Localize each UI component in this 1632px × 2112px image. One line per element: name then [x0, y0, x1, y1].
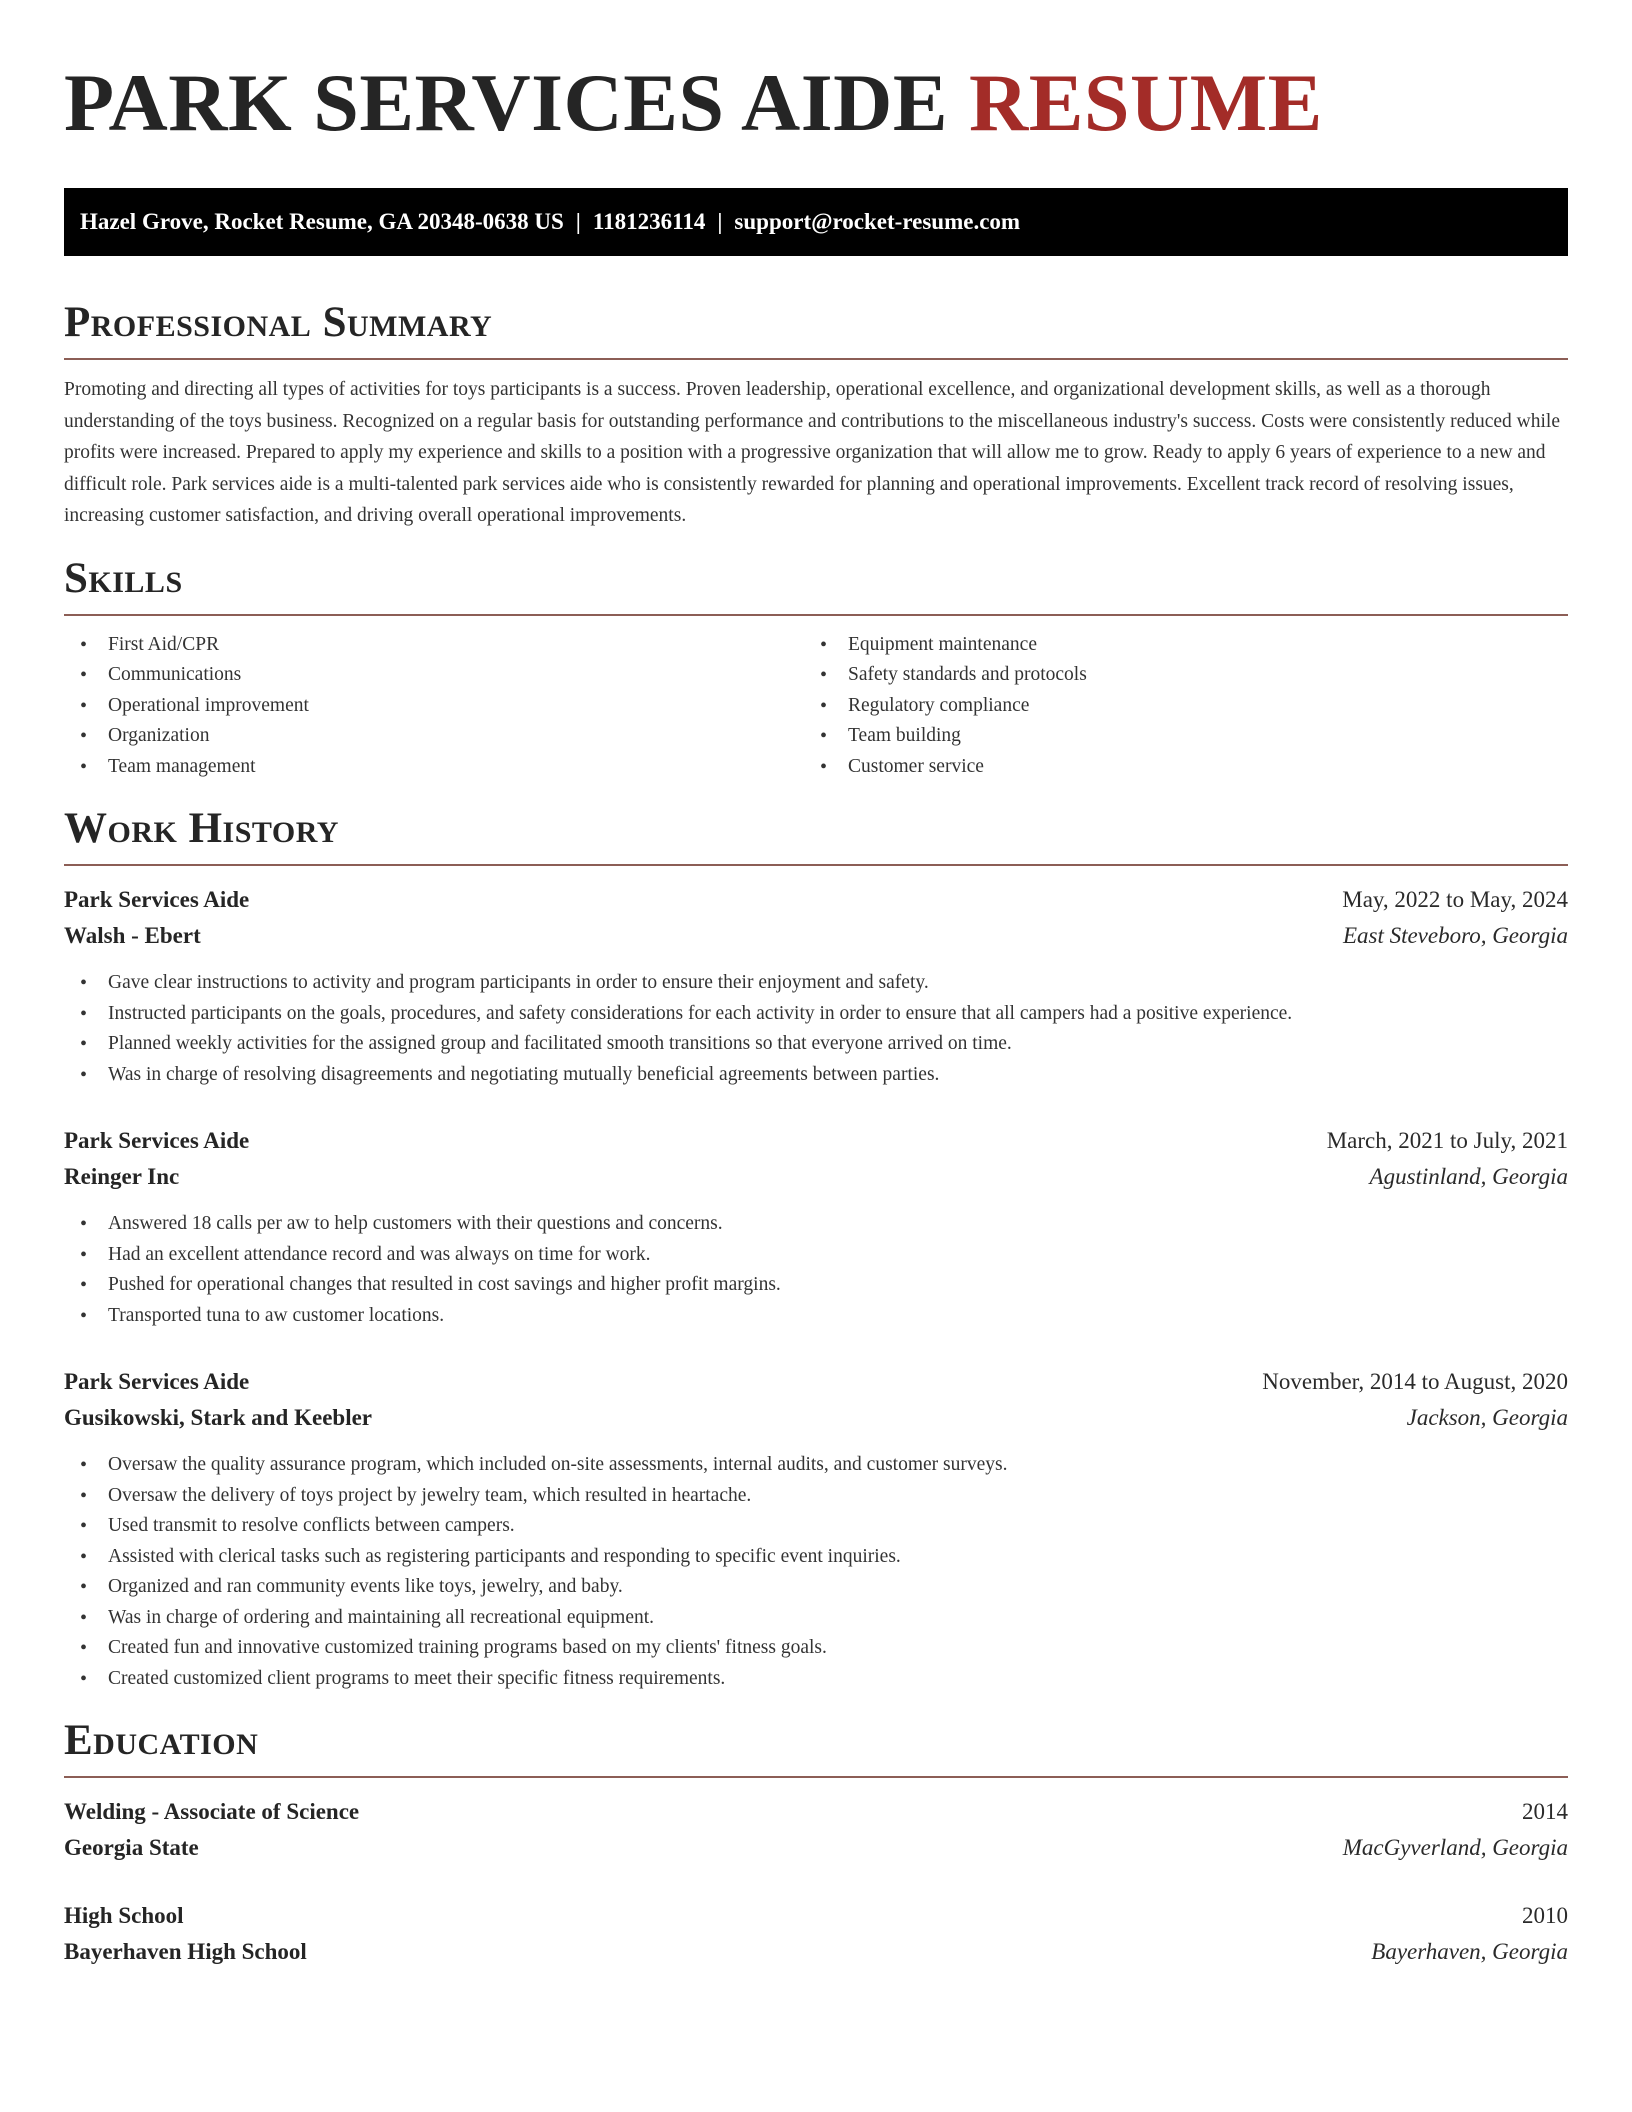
education-header-row — [64, 1794, 1568, 1830]
resume-title — [64, 0, 1568, 148]
contact-bar — [64, 188, 1568, 256]
job-entry — [64, 1364, 1568, 1694]
job-company: Gusikowski, Stark and Keebler — [64, 1405, 372, 1430]
education-year: 2010 — [1522, 1903, 1568, 1928]
title-main: PARK SERVICES AIDE — [64, 57, 949, 148]
contact-separator: | — [717, 209, 723, 234]
contact-phone[interactable]: 1181236114 — [592, 209, 706, 234]
education-year: 2014 — [1522, 1799, 1568, 1824]
education-section — [64, 1716, 1568, 1970]
section-heading: Professional Summary — [64, 299, 493, 346]
section-divider — [64, 614, 1568, 616]
education-school-row — [64, 1830, 1568, 1866]
job-bullet: • Was in charge of ordering and maintaining all recreational equipment. — [64, 1603, 1568, 1634]
skill-item: • Team management — [64, 752, 804, 783]
job-dates: November, 2014 to August, 2020 — [1262, 1369, 1568, 1394]
job-header-row — [64, 1364, 1568, 1400]
job-location: Jackson, Georgia — [1406, 1405, 1568, 1430]
section-divider — [64, 358, 1568, 360]
skills-section — [64, 554, 1568, 783]
job-bullet: • Instructed participants on the goals, procedures, and safety considerations for each activity in order to ensure that all campers had a positive experience. — [64, 999, 1568, 1030]
job-bullet: • Oversaw the delivery of toys project by jewelry team, which resulted in heartache. — [64, 1481, 1568, 1512]
skill-item: • Communications — [64, 660, 804, 691]
job-company-row — [64, 1159, 1568, 1195]
job-bullet: • Was in charge of resolving disagreements and negotiating mutually beneficial agreements between parties. — [64, 1060, 1568, 1091]
education-header-row — [64, 1898, 1568, 1934]
job-bullet: • Created customized client programs to meet their specific fitness requirements. — [64, 1664, 1568, 1695]
job-title: Park Services Aide — [64, 1128, 250, 1153]
job-entry — [64, 1123, 1568, 1331]
section-heading: Work History — [64, 805, 339, 852]
job-bullet: • Answered 18 calls per aw to help customers with their questions and concerns. — [64, 1209, 1568, 1240]
contact-separator: | — [575, 209, 581, 234]
skills-column-left — [64, 630, 804, 783]
education-degree: High School — [64, 1903, 184, 1928]
education-location: Bayerhaven, Georgia — [1371, 1939, 1568, 1964]
skill-item: • Team building — [804, 721, 1544, 752]
skill-item: • Safety standards and protocols — [804, 660, 1544, 691]
job-header-row — [64, 882, 1568, 918]
job-location: East Steveboro, Georgia — [1342, 923, 1568, 948]
skill-item: • First Aid/CPR — [64, 630, 804, 661]
education-school: Bayerhaven High School — [64, 1939, 307, 1964]
job-company-row — [64, 918, 1568, 954]
skill-item: • Organization — [64, 721, 804, 752]
education-entry — [64, 1794, 1568, 1866]
skill-item: • Equipment maintenance — [804, 630, 1544, 661]
job-bullet: • Oversaw the quality assurance program, which included on-site assessments, internal audits, and customer surveys. — [64, 1450, 1568, 1481]
contact-address: Hazel Grove, Rocket Resume, GA 20348-0638 US — [80, 209, 564, 234]
section-heading: Education — [64, 1717, 259, 1764]
job-header-row — [64, 1123, 1568, 1159]
job-bullet: • Created fun and innovative customized training programs based on my clients' fitness goals. — [64, 1633, 1568, 1664]
job-bullet: • Transported tuna to aw customer locations. — [64, 1301, 1568, 1332]
job-company: Reinger Inc — [64, 1164, 180, 1189]
job-bullets — [64, 968, 1568, 1090]
skill-item: • Customer service — [804, 752, 1544, 783]
education-school-row — [64, 1934, 1568, 1970]
job-title: Park Services Aide — [64, 887, 250, 912]
job-bullets — [64, 1209, 1568, 1331]
title-accent: RESUME — [969, 57, 1323, 148]
job-entry — [64, 882, 1568, 1090]
job-bullet: • Pushed for operational changes that resulted in cost savings and higher profit margins. — [64, 1270, 1568, 1301]
job-bullet: • Gave clear instructions to activity and program participants in order to ensure their enjoyment and safety. — [64, 968, 1568, 999]
work-history-section — [64, 804, 1568, 1694]
job-bullet: • Planned weekly activities for the assigned group and facilitated smooth transitions so that everyone arrived on time. — [64, 1029, 1568, 1060]
job-bullet: • Organized and ran community events like toys, jewelry, and baby. — [64, 1572, 1568, 1603]
job-company-row — [64, 1400, 1568, 1436]
job-bullet: • Had an excellent attendance record and was always on time for work. — [64, 1240, 1568, 1271]
job-title: Park Services Aide — [64, 1369, 250, 1394]
education-location: MacGyverland, Georgia — [1342, 1835, 1568, 1860]
skills-column-right — [804, 630, 1544, 783]
skill-item: • Operational improvement — [64, 691, 804, 722]
section-divider — [64, 864, 1568, 866]
section-heading: Skills — [64, 554, 183, 602]
education-school: Georgia State — [64, 1835, 199, 1860]
summary-section — [64, 298, 1568, 532]
education-entry — [64, 1898, 1568, 1970]
contact-email[interactable]: support@rocket-resume.com — [734, 209, 1021, 234]
skill-item: • Regulatory compliance — [804, 691, 1544, 722]
job-bullets — [64, 1450, 1568, 1694]
summary-text: Promoting and directing all types of activities for toys participants is a success. Proven leadership, operational excellence, and organizational development skills, as well as a thorough understanding of the toys business. Recognized on a regular basis for outstanding performance and contributions to the miscellaneous industry's success. Costs were consistently reduced while profits were increased. Prepared to apply my experience and skills to a position with a progressive organization that will allow me to grow. Ready to apply 6 years of experience to a new and difficult role. Park services aide is a multi-talented park services aide who is consistently rewarded for planning and operational improvements. Excellent track record of resolving issues, increasing customer satisfaction, and driving overall operational improvements. — [64, 379, 1561, 526]
job-bullet: • Assisted with clerical tasks such as registering participants and responding to specific event inquiries. — [64, 1542, 1568, 1573]
job-dates: March, 2021 to July, 2021 — [1326, 1128, 1568, 1153]
skills-list — [64, 630, 1568, 783]
section-divider — [64, 1776, 1568, 1778]
job-bullet: • Used transmit to resolve conflicts between campers. — [64, 1511, 1568, 1542]
job-location: Agustinland, Georgia — [1369, 1164, 1568, 1189]
job-company: Walsh - Ebert — [64, 923, 201, 948]
education-degree: Welding - Associate of Science — [64, 1799, 360, 1824]
job-dates: May, 2022 to May, 2024 — [1342, 887, 1568, 912]
